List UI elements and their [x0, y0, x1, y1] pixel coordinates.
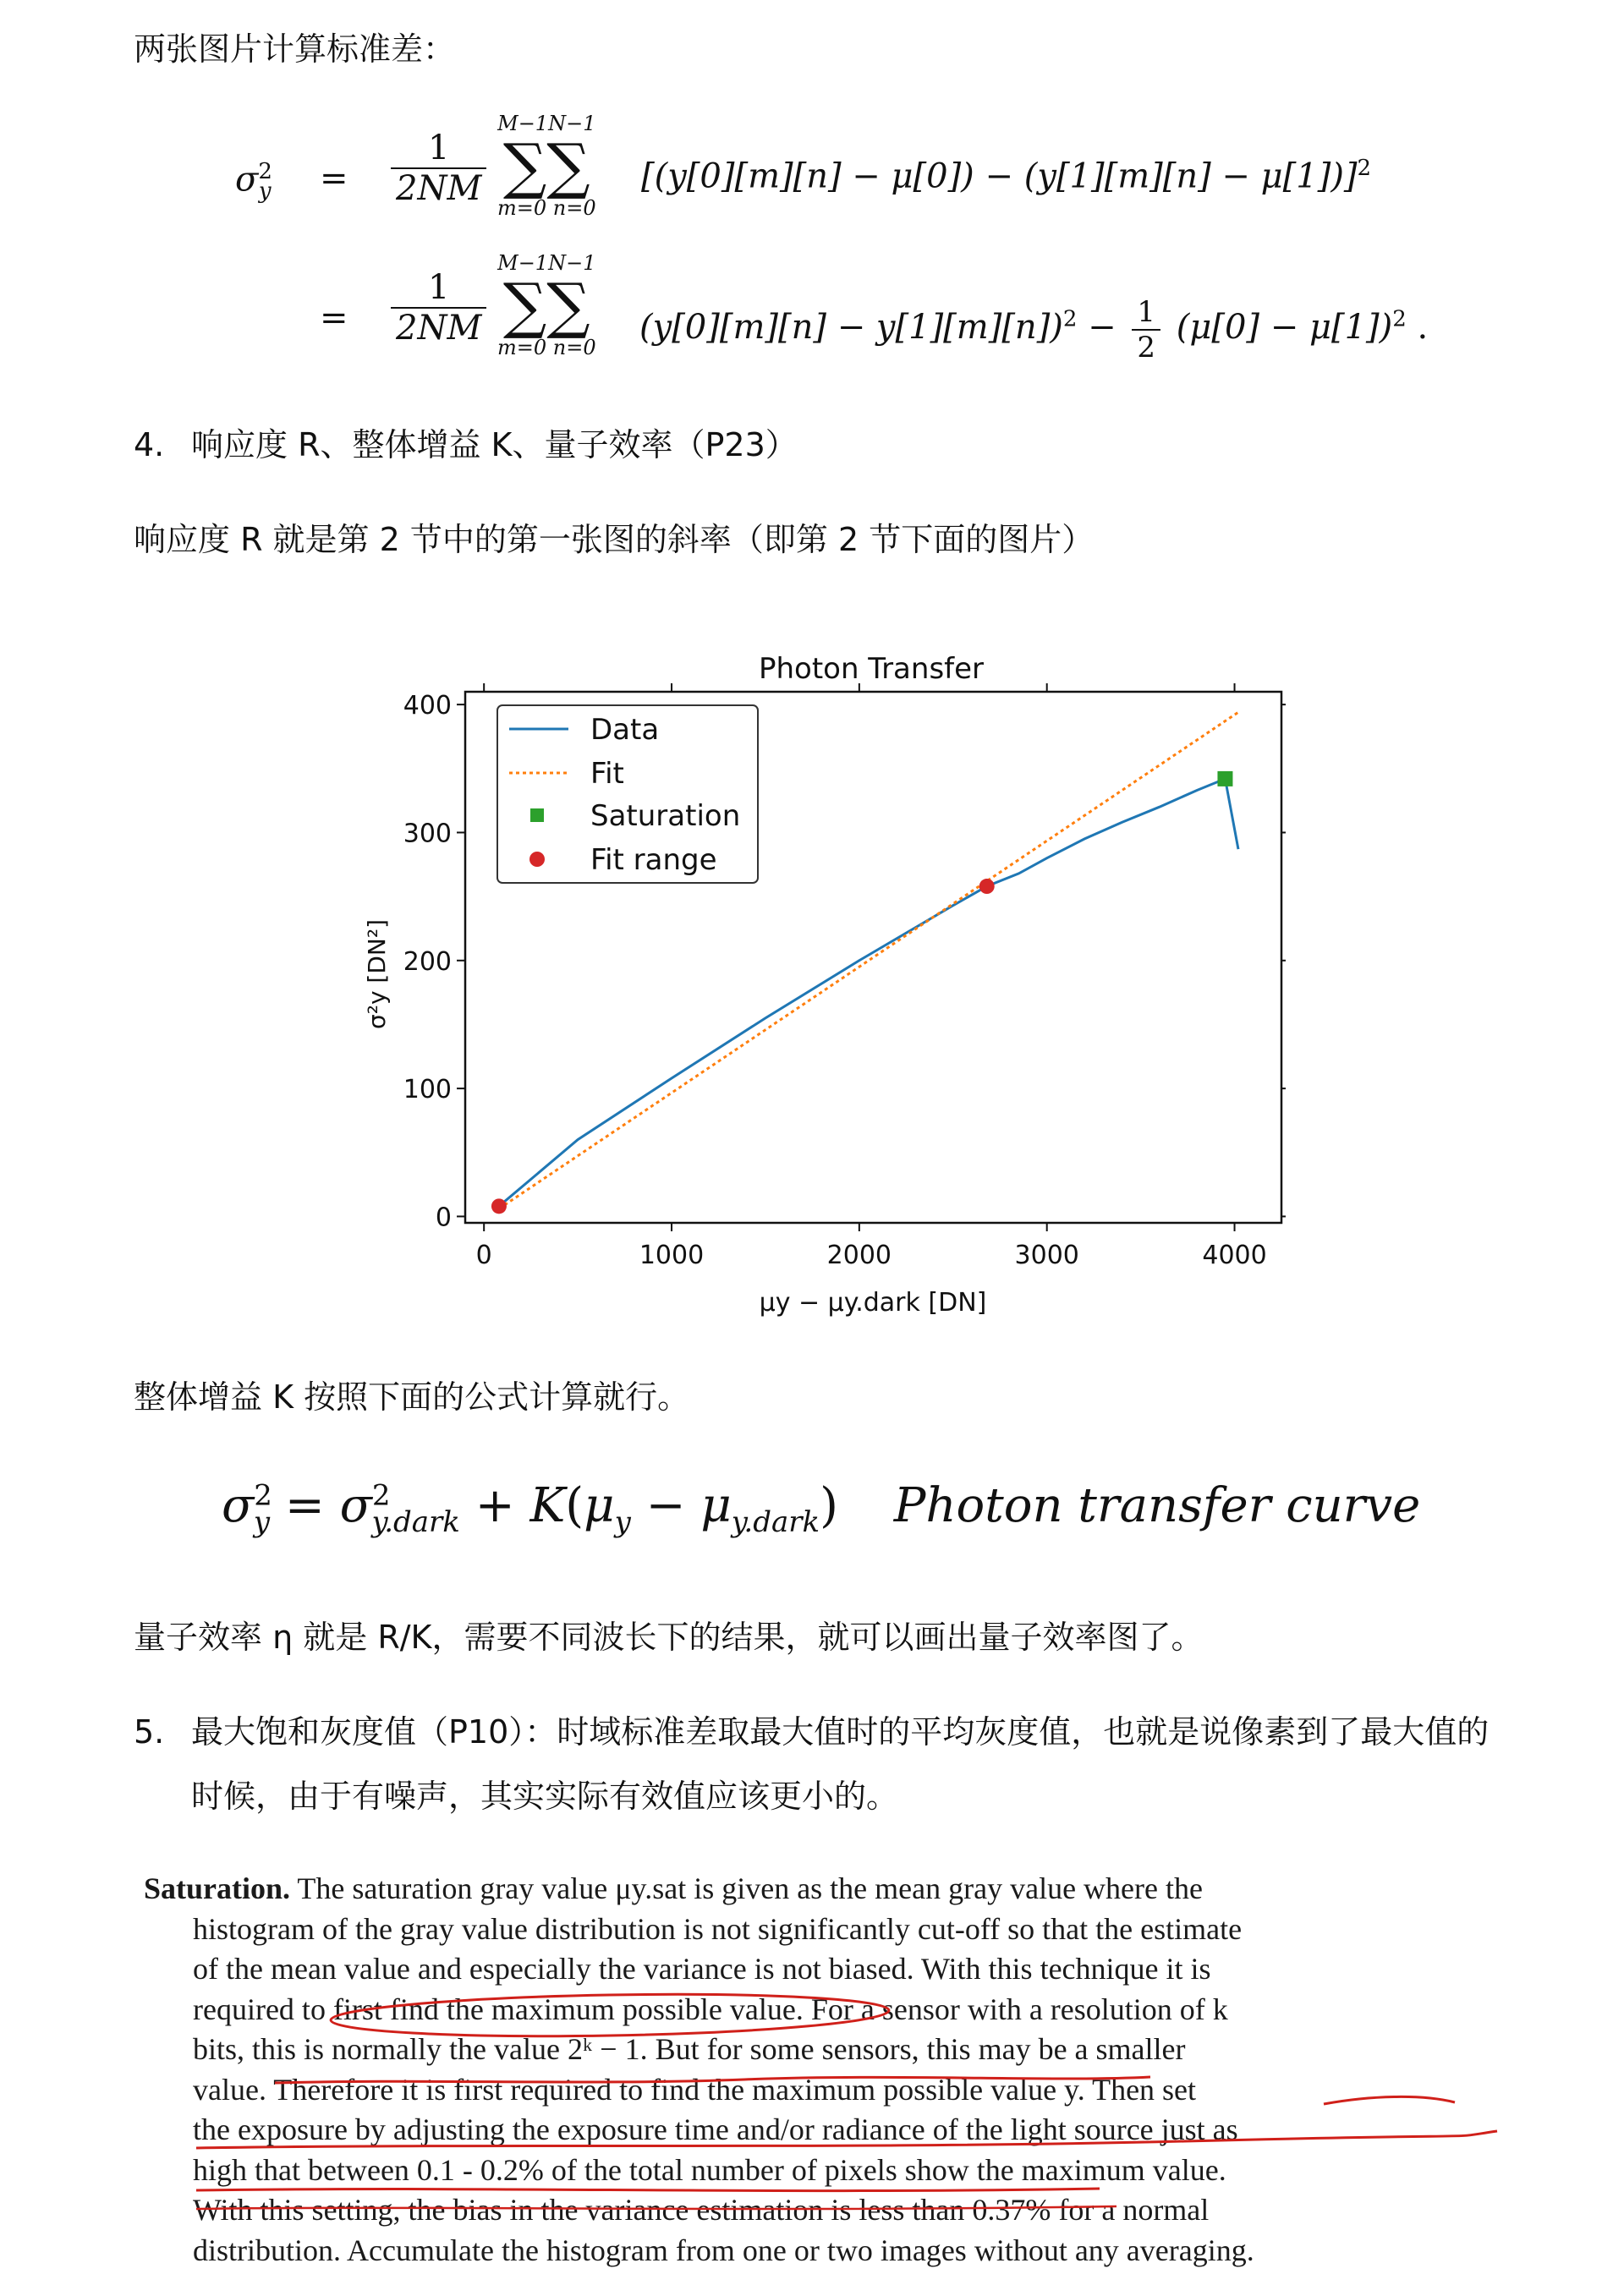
paper-excerpt: [144, 1869, 1463, 2271]
eq1-line1-body: $[(y[0][m][n] - \mu[0]) - (y[1][m][n] - \mu[1])]^2$: [641, 156, 1372, 196]
excerpt-line: high that between 0.1 - 0.2% of the total number of pixels show the maximum value.: [193, 2152, 1226, 2187]
equation-ptc: $\sigma^2_y = \sigma^2_{y.dark} + K(\mu_y - \mu_{y.dark})$ Photon transfer curve: [222, 1478, 1421, 1540]
excerpt-line: histogram of the gray value distribution is not significantly cut-off so that the estimate: [193, 1911, 1243, 1946]
fit-range-point: [979, 879, 995, 894]
x-tick-label: 0: [475, 1241, 492, 1270]
legend-label-fit-range: Fit range: [590, 843, 717, 877]
excerpt-line: The saturation gray value μy.sat is given as the mean gray value where the: [297, 1871, 1203, 1905]
y-tick-label: 100: [403, 1075, 452, 1105]
excerpt-line: distribution. Accumulate the histogram from one or two images without any averaging.: [193, 2233, 1254, 2267]
heading-std: 两张图片计算标准差：: [134, 30, 456, 68]
x-tick-label: 1000: [639, 1241, 705, 1270]
excerpt-line: the exposure by adjusting the exposure time and/or radiance of the light source just as: [193, 2112, 1238, 2146]
eq1-double-sum-2: M−1N−1 ∑∑ m=0 n=0: [497, 251, 596, 359]
eq1-double-sum: M−1N−1 ∑∑ m=0 n=0: [497, 112, 596, 220]
item5-line1: 5. 最大饱和灰度值（P10）：时域标准差取最大值时的平均灰度值，也就是说像素到了最大值的: [134, 1713, 1490, 1751]
chart-title: Photon Transfer: [758, 652, 985, 686]
legend-swatch-fit-range: [529, 852, 545, 867]
excerpt-line: value. Therefore it is first required to find the maximum possible value y. Then set: [193, 2072, 1197, 2107]
photon-transfer-chart: [355, 634, 1286, 1336]
excerpt-lead: Saturation.: [144, 1871, 291, 1905]
legend-label-data: Data: [590, 713, 660, 747]
excerpt-line: With this setting, the bias in the variance estimation is less than 0.37% for a normal: [193, 2193, 1210, 2227]
ptc-label: Photon transfer curve: [893, 1478, 1421, 1533]
excerpt-line: bits, this is normally the value 2ᵏ − 1. But for some sensors, this may be a smaller: [193, 2032, 1186, 2066]
eq1-equals-2: =: [320, 299, 348, 337]
para-gain: 整体增益 K 按照下面的公式计算就行。: [134, 1378, 690, 1416]
y-tick-label: 200: [403, 946, 452, 977]
y-axis-label: σ²y [DN²]: [363, 918, 391, 1030]
eq1-equals: =: [320, 159, 348, 198]
eq1-lhs: σ: [235, 160, 259, 200]
eq1-fraction-2: $\frac{1}{2NM}$: [391, 268, 486, 348]
x-axis-label: μy − μy.dark [DN]: [759, 1288, 987, 1318]
eq1-fraction: $\frac{1}{2NM}$: [391, 129, 486, 208]
eq1-line2-body: $(y[0][m][n] - y[1][m][n])^2$ − $\frac{1}{2}$ $(\mu[0] - \mu[1])^2$ .: [639, 295, 1429, 364]
item5-line2: 时候，由于有噪声，其实实际有效值应该更小的。: [191, 1778, 899, 1815]
para-responsivity: 响应度 R 就是第 2 节中的第一张图的斜率（即第 2 节下面的图片）: [134, 521, 1095, 558]
x-tick-label: 2000: [826, 1241, 892, 1270]
saturation-point: [1217, 771, 1232, 786]
legend-swatch-saturation: [530, 808, 544, 822]
legend-label-fit: Fit: [590, 757, 624, 791]
item4-heading: 4. 响应度 R、整体增益 K、量子效率（P23）: [134, 426, 798, 463]
chart-legend: [497, 705, 758, 883]
legend-label-saturation: Saturation: [590, 799, 741, 833]
x-tick-label: 4000: [1202, 1241, 1267, 1270]
y-tick-label: 400: [403, 691, 452, 721]
excerpt-line: of the mean value and especially the variance is not biased. With this technique it is: [193, 1952, 1211, 1986]
para-quantum-efficiency: 量子效率 η 就是 R/K，需要不同波长下的结果，就可以画出量子效率图了。: [134, 1619, 1204, 1656]
fit-range-point: [491, 1198, 507, 1214]
y-tick-label: 0: [435, 1203, 452, 1233]
excerpt-line: required to first find the maximum possible value. For a sensor with a resolution of k: [193, 1992, 1228, 2026]
y-tick-label: 300: [403, 819, 452, 849]
x-tick-label: 3000: [1014, 1241, 1079, 1270]
